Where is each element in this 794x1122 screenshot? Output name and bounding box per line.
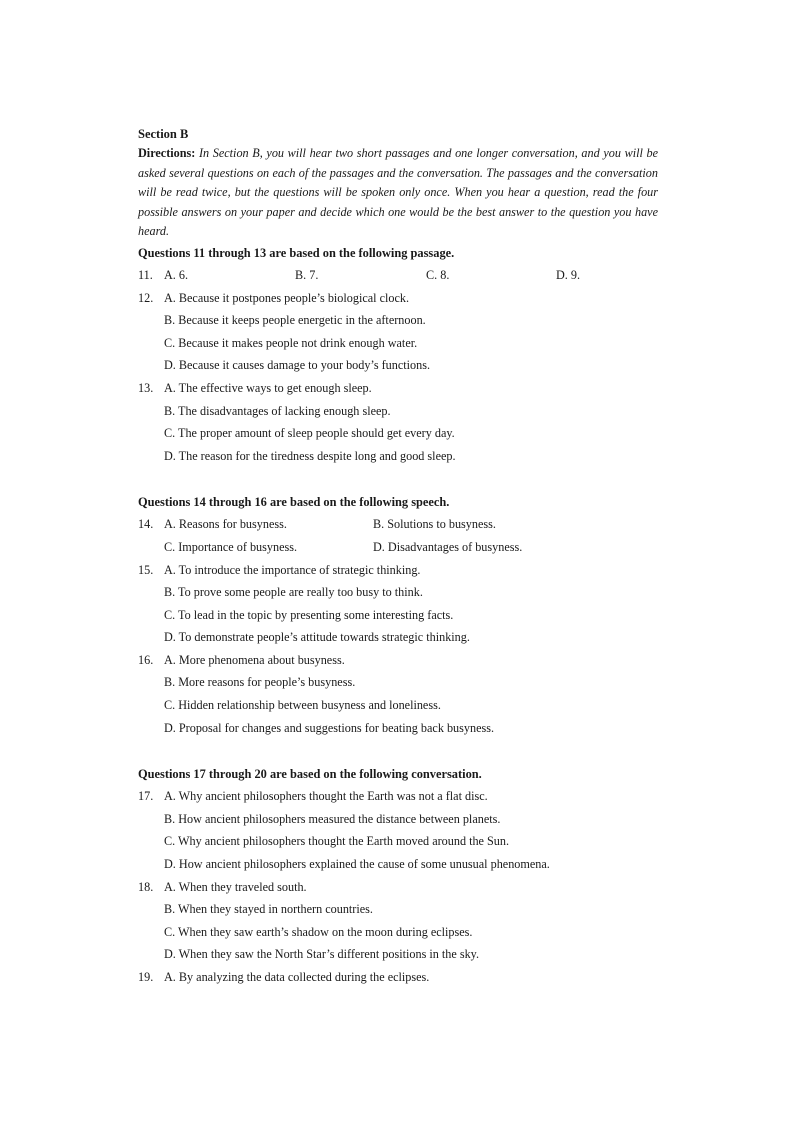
question-number: 19. (138, 970, 154, 984)
question-number: 14. (138, 517, 154, 532)
option-a: A. Why ancient philosophers thought the Earth was not a flat disc. (164, 789, 488, 804)
option-a: A. 6. (164, 267, 189, 282)
option-a: A. Because it postpones people’s biological clock. (164, 290, 410, 305)
option-d: D. Because it causes damage to your body’s functions. (164, 358, 431, 373)
question-12 (138, 287, 658, 310)
option-a: A. The effective ways to get enough sleep. (164, 380, 372, 395)
question-number: 17. (138, 789, 154, 804)
option-d: D. To demonstrate people’s attitude towards strategic thinking. (164, 630, 470, 645)
option-c: C. To lead in the topic by presenting some interesting facts. (164, 607, 454, 622)
group-title: Questions 17 through 20 are based on the following conversation. (138, 767, 482, 782)
option-d: D. How ancient philosophers explained the cause of some unusual phenomena. (164, 857, 550, 872)
option-a: A. By analyzing the data collected during the eclipses. (164, 970, 430, 984)
option-d: D. When they saw the North Star’s different positions in the sky. (164, 947, 480, 962)
group-title: Questions 11 through 13 are based on the following passage. (138, 245, 455, 260)
directions-label: Directions: (138, 146, 196, 160)
question-14 (138, 513, 658, 536)
question-19 (138, 966, 658, 989)
group-title: Questions 14 through 16 are based on the following speech. (138, 495, 450, 510)
option-d: D. 9. (556, 267, 581, 282)
option-c: C. Why ancient philosophers thought the Earth moved around the Sun. (164, 834, 510, 849)
option-c: C. Because it makes people not drink enough water. (164, 335, 418, 350)
exam-page (138, 124, 658, 989)
option-b: B. Solutions to busyness. (373, 517, 496, 532)
option-b: B. Because it keeps people energetic in the afternoon. (164, 313, 426, 328)
question-number: 13. (138, 380, 154, 395)
option-c: C. Importance of busyness. (164, 539, 298, 554)
option-b: B. To prove some people are really too busy to think. (164, 585, 423, 600)
question-number: 12. (138, 290, 154, 305)
question-16 (138, 649, 658, 672)
option-b: B. More reasons for people’s busyness. (164, 675, 356, 690)
question-number: 18. (138, 879, 154, 894)
option-b: B. 7. (295, 267, 319, 282)
option-c: C. When they saw earth’s shadow on the moon during eclipses. (164, 924, 473, 939)
section-title: Section B (138, 127, 189, 141)
question-number: 16. (138, 652, 154, 667)
option-a: A. When they traveled south. (164, 879, 307, 894)
option-a: A. To introduce the importance of strategic thinking. (164, 562, 421, 577)
option-c: C. 8. (426, 267, 450, 282)
option-d: D. Disadvantages of busyness. (373, 539, 523, 554)
option-d: D. Proposal for changes and suggestions for beating back busyness. (164, 720, 495, 735)
option-b: B. How ancient philosophers measured the distance between planets. (164, 811, 501, 826)
question-11 (138, 264, 658, 287)
option-a: A. Reasons for busyness. (164, 517, 287, 532)
option-c: C. Hidden relationship between busyness and loneliness. (164, 698, 441, 713)
directions (138, 144, 658, 242)
question-13 (138, 377, 658, 400)
option-a: A. More phenomena about busyness. (164, 652, 345, 667)
question-17 (138, 785, 658, 808)
option-b: B. When they stayed in northern countries. (164, 902, 373, 917)
question-number: 15. (138, 562, 154, 577)
option-c: C. The proper amount of sleep people should get every day. (164, 426, 455, 441)
question-18 (138, 876, 658, 899)
option-b: B. The disadvantages of lacking enough sleep. (164, 403, 391, 418)
directions-text: In Section B, you will hear two short passages and one longer conversation, and you will be asked several questions on each of the passages and the conversation. The passages and the conversation will be read twice, but the questions will be spoken only once. When you hear a question, read the four possible answers on your paper and decide which one would be the best answer to the question you have heard. (138, 146, 658, 239)
question-15 (138, 559, 658, 582)
option-d: D. The reason for the tiredness despite long and good sleep. (164, 448, 456, 463)
question-number: 11. (138, 267, 153, 282)
